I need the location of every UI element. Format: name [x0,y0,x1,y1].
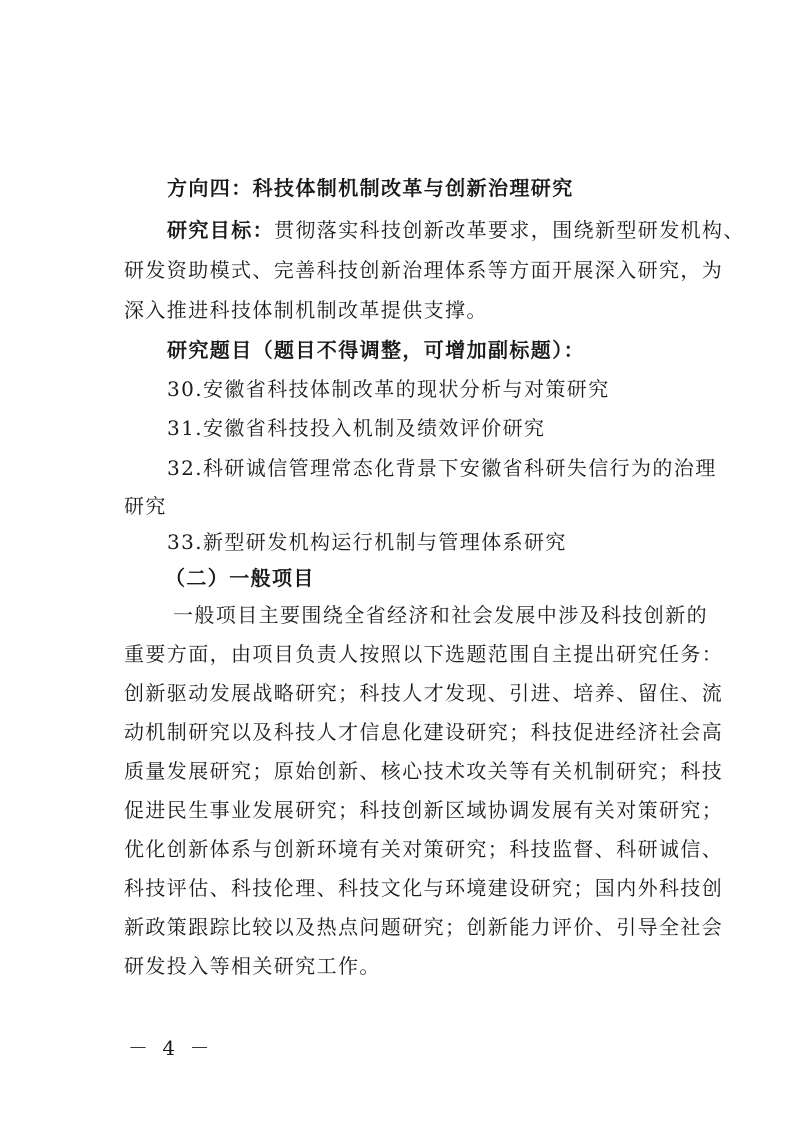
topic-33: 33.新型研发机构运行机制与管理体系研究 [167,530,567,554]
research-goal-line-3: 深入推进科技体制机制改革提供支撑。 [124,298,488,322]
topic-32-line-1: 32.科研诚信管理常态化背景下安徽省科研失信行为的治理 [167,456,717,480]
general-paragraph-line-3: 创新驱动发展战略研究；科技人才发现、引进、培养、留住、流 [124,681,724,705]
general-paragraph-line-4: 动机制研究以及科技人才信息化建设研究；科技促进经济社会高 [124,720,724,744]
general-paragraph-line-5: 质量发展研究；原始创新、核心技术攻关等有关机制研究；科技 [124,759,724,783]
general-paragraph-line-1: 一般项目主要围绕全省经济和社会发展中涉及科技创新的 [173,603,708,627]
research-goal-line-1 [167,218,745,242]
general-paragraph-line-10: 研发投入等相关研究工作。 [124,954,381,978]
topic-31: 31.安徽省科技投入机制及绩效评价研究 [167,416,546,440]
research-topics-heading: 研究题目（题目不得调整，可增加副标题）： [167,338,585,362]
general-paragraph-line-7: 优化创新体系与创新环境有关对策研究；科技监督、科研诚信、 [124,837,724,861]
general-paragraph-line-8: 科技评估、科技伦理、科技文化与环境建设研究；国内外科技创 [124,876,724,900]
general-paragraph-line-2: 重要方面，由项目负责人按照以下选题范围自主提出研究任务： [124,642,724,666]
general-paragraph-line-6: 促进民生事业发展研究；科技创新区域协调发展有关对策研究； [124,798,724,822]
direction-heading: 方向四：科技体制机制改革与创新治理研究 [167,176,574,200]
research-goal-text-1: 贯彻落实科技创新改革要求，围绕新型研发机构、 [274,218,745,242]
page-number: － 4 － [128,1036,214,1060]
research-goal-label: 研究目标： [167,218,274,242]
topic-32-line-2: 研究 [124,494,167,518]
research-goal-line-2: 研发资助模式、完善科技创新治理体系等方面开展深入研究，为 [124,258,724,282]
topic-30: 30.安徽省科技体制改革的现状分析与对策研究 [167,377,610,401]
general-paragraph-line-9: 新政策跟踪比较以及热点问题研究；创新能力评价、引导全社会 [124,915,724,939]
general-projects-heading: （二）一般项目 [165,566,315,590]
